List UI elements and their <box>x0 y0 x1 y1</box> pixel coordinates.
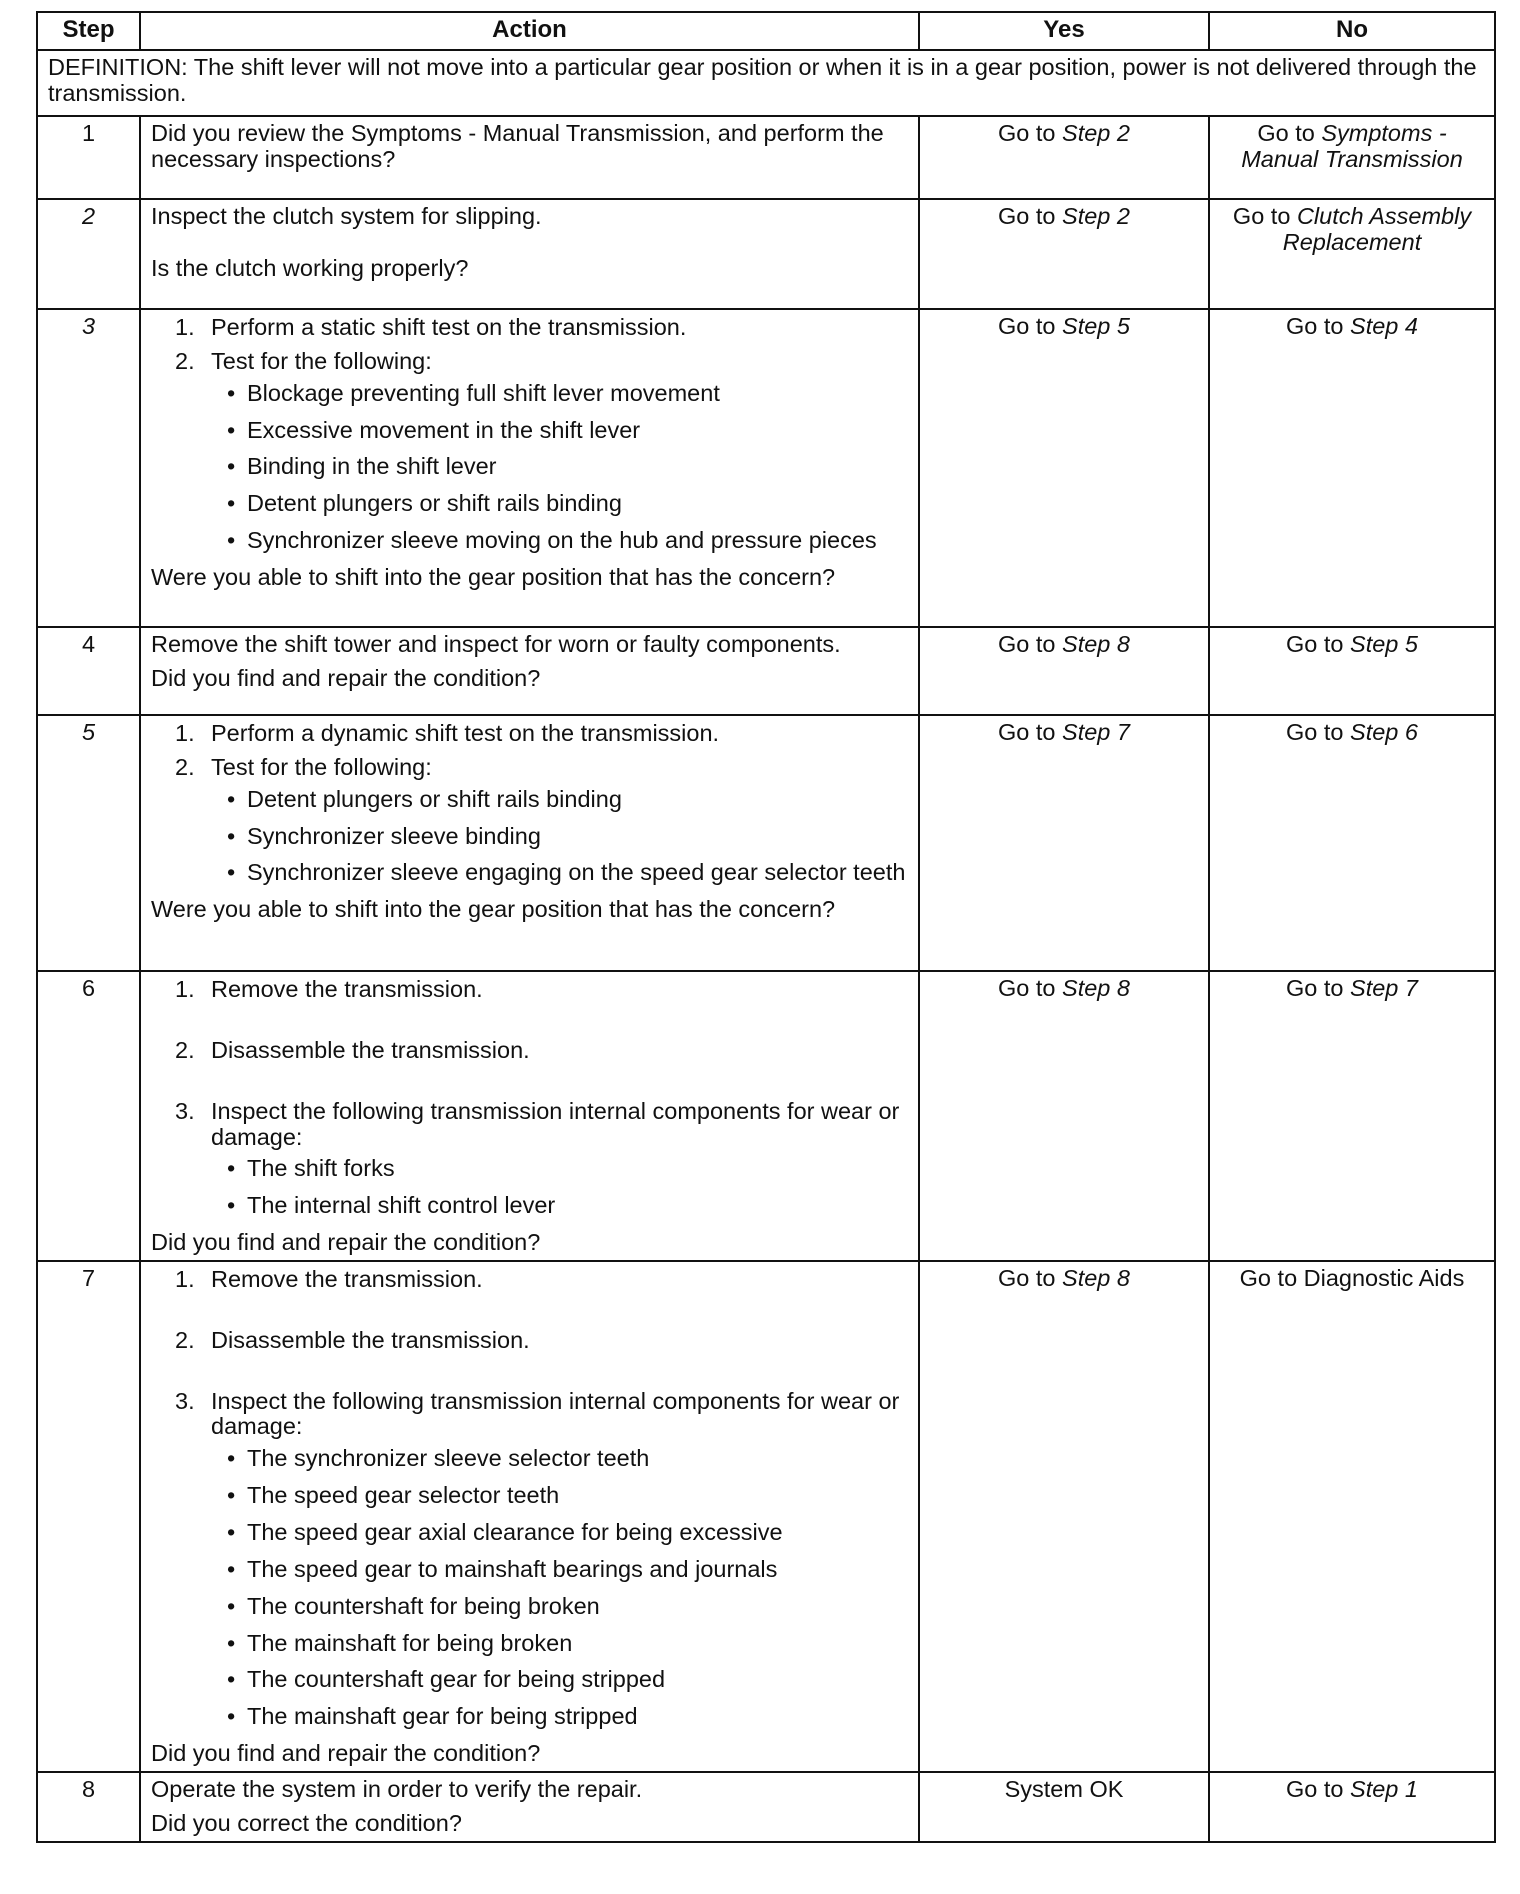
bullet-item: • Synchronizer sleeve moving on the hub and pressure pieces <box>211 528 908 554</box>
header-yes: Yes <box>919 12 1209 50</box>
action-cell <box>140 1261 919 1772</box>
list-item: 1. Remove the transmission. <box>175 976 483 1002</box>
go-to-label: Go to <box>998 1264 1056 1291</box>
question-text: Did you correct the condition? <box>151 1809 462 1836</box>
go-to-label: Go to <box>1286 975 1344 1001</box>
procedure-list <box>151 1267 908 1730</box>
bullet-item: • Detent plungers or shift rails binding <box>211 787 908 813</box>
go-to-label: Go to <box>1286 313 1344 339</box>
yes-cell <box>919 199 1209 309</box>
list-item: 2. Disassemble the transmission. <box>175 1036 530 1063</box>
bullet-list <box>211 1156 908 1219</box>
bullet-item: • The shift forks <box>211 1156 908 1182</box>
bullet-item: • Synchronizer sleeve engaging on the speed gear selector teeth <box>211 860 908 886</box>
question-text: Were you able to shift into the gear position that has the concern? <box>151 563 836 590</box>
table-row <box>37 971 1495 1261</box>
bullet-list <box>211 1446 908 1730</box>
procedure-list <box>151 721 908 886</box>
table-row <box>37 116 1495 199</box>
bullet-item: • Synchronizer sleeve binding <box>211 824 908 850</box>
step-number: 5 <box>37 715 140 971</box>
list-item: 3. Inspect the following transmission internal components for wear or damage: • The synchronizer sleeve selector teeth • The speed gear selector teeth • The speed gear axial clearance for being excessive • The speed gear to mainshaft bearings and journals • The countershaft for being broken • The mainshaft for being broken • The countershaft gear for being stripped • The mainshaft gear for being stripped <box>151 1389 908 1730</box>
list-item: 2. Test for the following: • Detent plungers or shift rails binding • Synchronizer sleeve binding • Synchronizer sleeve engaging on the speed gear selector teeth <box>151 755 908 886</box>
yes-ref: Step 8 <box>1062 631 1130 657</box>
bullet-item: • The mainshaft gear for being stripped <box>211 1704 908 1730</box>
bullet-item: • The countershaft gear for being stripped <box>211 1667 908 1693</box>
procedure-list <box>151 977 908 1219</box>
no-ref: Step 7 <box>1350 975 1418 1001</box>
action-cell <box>140 715 919 971</box>
no-ref: Step 1 <box>1350 1775 1418 1802</box>
step-number: 6 <box>37 971 140 1261</box>
step-number: 7 <box>37 1261 140 1772</box>
question-text: Were you able to shift into the gear position that has the concern? <box>151 896 836 923</box>
yes-cell: System OK <box>919 1772 1209 1842</box>
bullet-item: • The mainshaft for being broken <box>211 1631 908 1657</box>
go-to-label: Go to <box>1286 719 1344 745</box>
bullet-item: • The internal shift control lever <box>211 1193 908 1219</box>
no-ref: Clutch Assembly Replacement <box>1282 203 1472 255</box>
table-row <box>37 309 1495 627</box>
question-text: Did you find and repair the condition? <box>151 1740 541 1767</box>
action-cell <box>140 199 919 309</box>
go-to-label: Go to <box>998 120 1056 146</box>
no-ref: Step 4 <box>1350 313 1418 339</box>
diagnostic-table <box>36 11 1496 1843</box>
procedure-list <box>151 315 908 554</box>
action-text: Inspect the clutch system for slipping. <box>151 203 542 229</box>
yes-cell <box>919 715 1209 971</box>
no-cell <box>1209 715 1495 971</box>
no-cell <box>1209 309 1495 627</box>
yes-ref: Step 2 <box>1062 203 1130 229</box>
no-cell <box>1209 199 1495 309</box>
question-text: Did you review the Symptoms - Manual Transmission, and perform the necessary inspections? <box>151 120 884 172</box>
action-text: Operate the system in order to verify the repair. <box>151 1775 643 1802</box>
no-ref: Step 5 <box>1350 631 1418 657</box>
list-item: 3. Inspect the following transmission internal components for wear or damage: • The shift forks • The internal shift control lever <box>151 1099 908 1219</box>
table-header-row <box>37 12 1495 50</box>
yes-ref: Step 8 <box>1062 1264 1130 1291</box>
no-cell <box>1209 971 1495 1261</box>
bullet-item: • Detent plungers or shift rails binding <box>211 491 908 517</box>
table-row <box>37 1261 1495 1772</box>
go-to-label: Go to <box>1232 203 1291 229</box>
yes-cell <box>919 116 1209 199</box>
header-step: Step <box>37 12 140 50</box>
yes-ref: Step 7 <box>1062 719 1130 745</box>
no-cell <box>1209 1772 1495 1842</box>
step-number: 1 <box>37 116 140 199</box>
bullet-item: • The speed gear to mainshaft bearings and journals <box>211 1557 908 1583</box>
step-number: 3 <box>37 309 140 627</box>
step-number: 8 <box>37 1772 140 1842</box>
header-no: No <box>1209 12 1495 50</box>
bullet-item: • The synchronizer sleeve selector teeth <box>211 1446 908 1472</box>
go-to-label: Go to <box>998 313 1056 339</box>
yes-ref: Step 5 <box>1062 313 1130 339</box>
definition-row <box>37 50 1495 116</box>
action-text: Remove the shift tower and inspect for worn or faulty components. <box>151 631 841 657</box>
list-item: 2. Test for the following: • Blockage preventing full shift lever movement • Excessive movement in the shift lever • Binding in the shift lever • Detent plungers or shift rails binding • Synchronizer sleeve moving on the hub and pressure pieces <box>151 349 908 554</box>
go-to-label: Go to <box>998 719 1056 745</box>
list-item: 1. Perform a dynamic shift test on the transmission. <box>175 720 720 746</box>
yes-cell <box>919 1261 1209 1772</box>
no-cell <box>1209 627 1495 715</box>
bullet-item: • The speed gear axial clearance for being excessive <box>211 1520 908 1546</box>
action-cell <box>140 971 919 1261</box>
action-cell <box>140 309 919 627</box>
table-row <box>37 627 1495 715</box>
table-row <box>37 715 1495 971</box>
question-text: Is the clutch working properly? <box>151 254 469 281</box>
go-to-label: Go to <box>1286 1775 1344 1802</box>
no-ref: Step 6 <box>1350 719 1418 745</box>
go-to-label: Go to <box>998 631 1056 657</box>
question-text: Did you find and repair the condition? <box>151 664 541 691</box>
action-cell <box>140 627 919 715</box>
bullet-item: • Blockage preventing full shift lever movement <box>211 381 908 407</box>
bullet-item: • The speed gear selector teeth <box>211 1483 908 1509</box>
no-cell: Go to Diagnostic Aids <box>1209 1261 1495 1772</box>
list-item: 1. Remove the transmission. <box>175 1265 483 1292</box>
go-to-label: Go to <box>1286 631 1344 657</box>
question-text: Did you find and repair the condition? <box>151 1229 541 1256</box>
step-number: 4 <box>37 627 140 715</box>
action-cell <box>140 116 919 199</box>
bullet-item: • Binding in the shift lever <box>211 454 908 480</box>
table-row <box>37 1772 1495 1842</box>
yes-ref: Step 8 <box>1062 975 1130 1001</box>
no-ref: Symptoms - Manual Transmission <box>1241 120 1463 172</box>
no-cell <box>1209 116 1495 199</box>
yes-ref: Step 2 <box>1062 120 1130 146</box>
bullet-list <box>211 381 908 554</box>
action-cell <box>140 1772 919 1842</box>
list-item: 1. Perform a static shift test on the transmission. <box>175 314 687 340</box>
bullet-list <box>211 787 908 887</box>
go-to-label: Go to <box>998 203 1056 229</box>
step-number: 2 <box>37 199 140 309</box>
bullet-item: • The countershaft for being broken <box>211 1594 908 1620</box>
header-action: Action <box>140 12 919 50</box>
bullet-item: • Excessive movement in the shift lever <box>211 418 908 444</box>
yes-cell <box>919 971 1209 1261</box>
go-to-label: Go to <box>1257 120 1315 146</box>
yes-cell <box>919 309 1209 627</box>
list-item: 2. Disassemble the transmission. <box>175 1326 530 1353</box>
yes-cell <box>919 627 1209 715</box>
table-row <box>37 199 1495 309</box>
go-to-label: Go to <box>998 975 1056 1001</box>
definition-text: DEFINITION: The shift lever will not move into a particular gear position or when it is in a gear position, power is not delivered through the transmission. <box>37 50 1495 116</box>
